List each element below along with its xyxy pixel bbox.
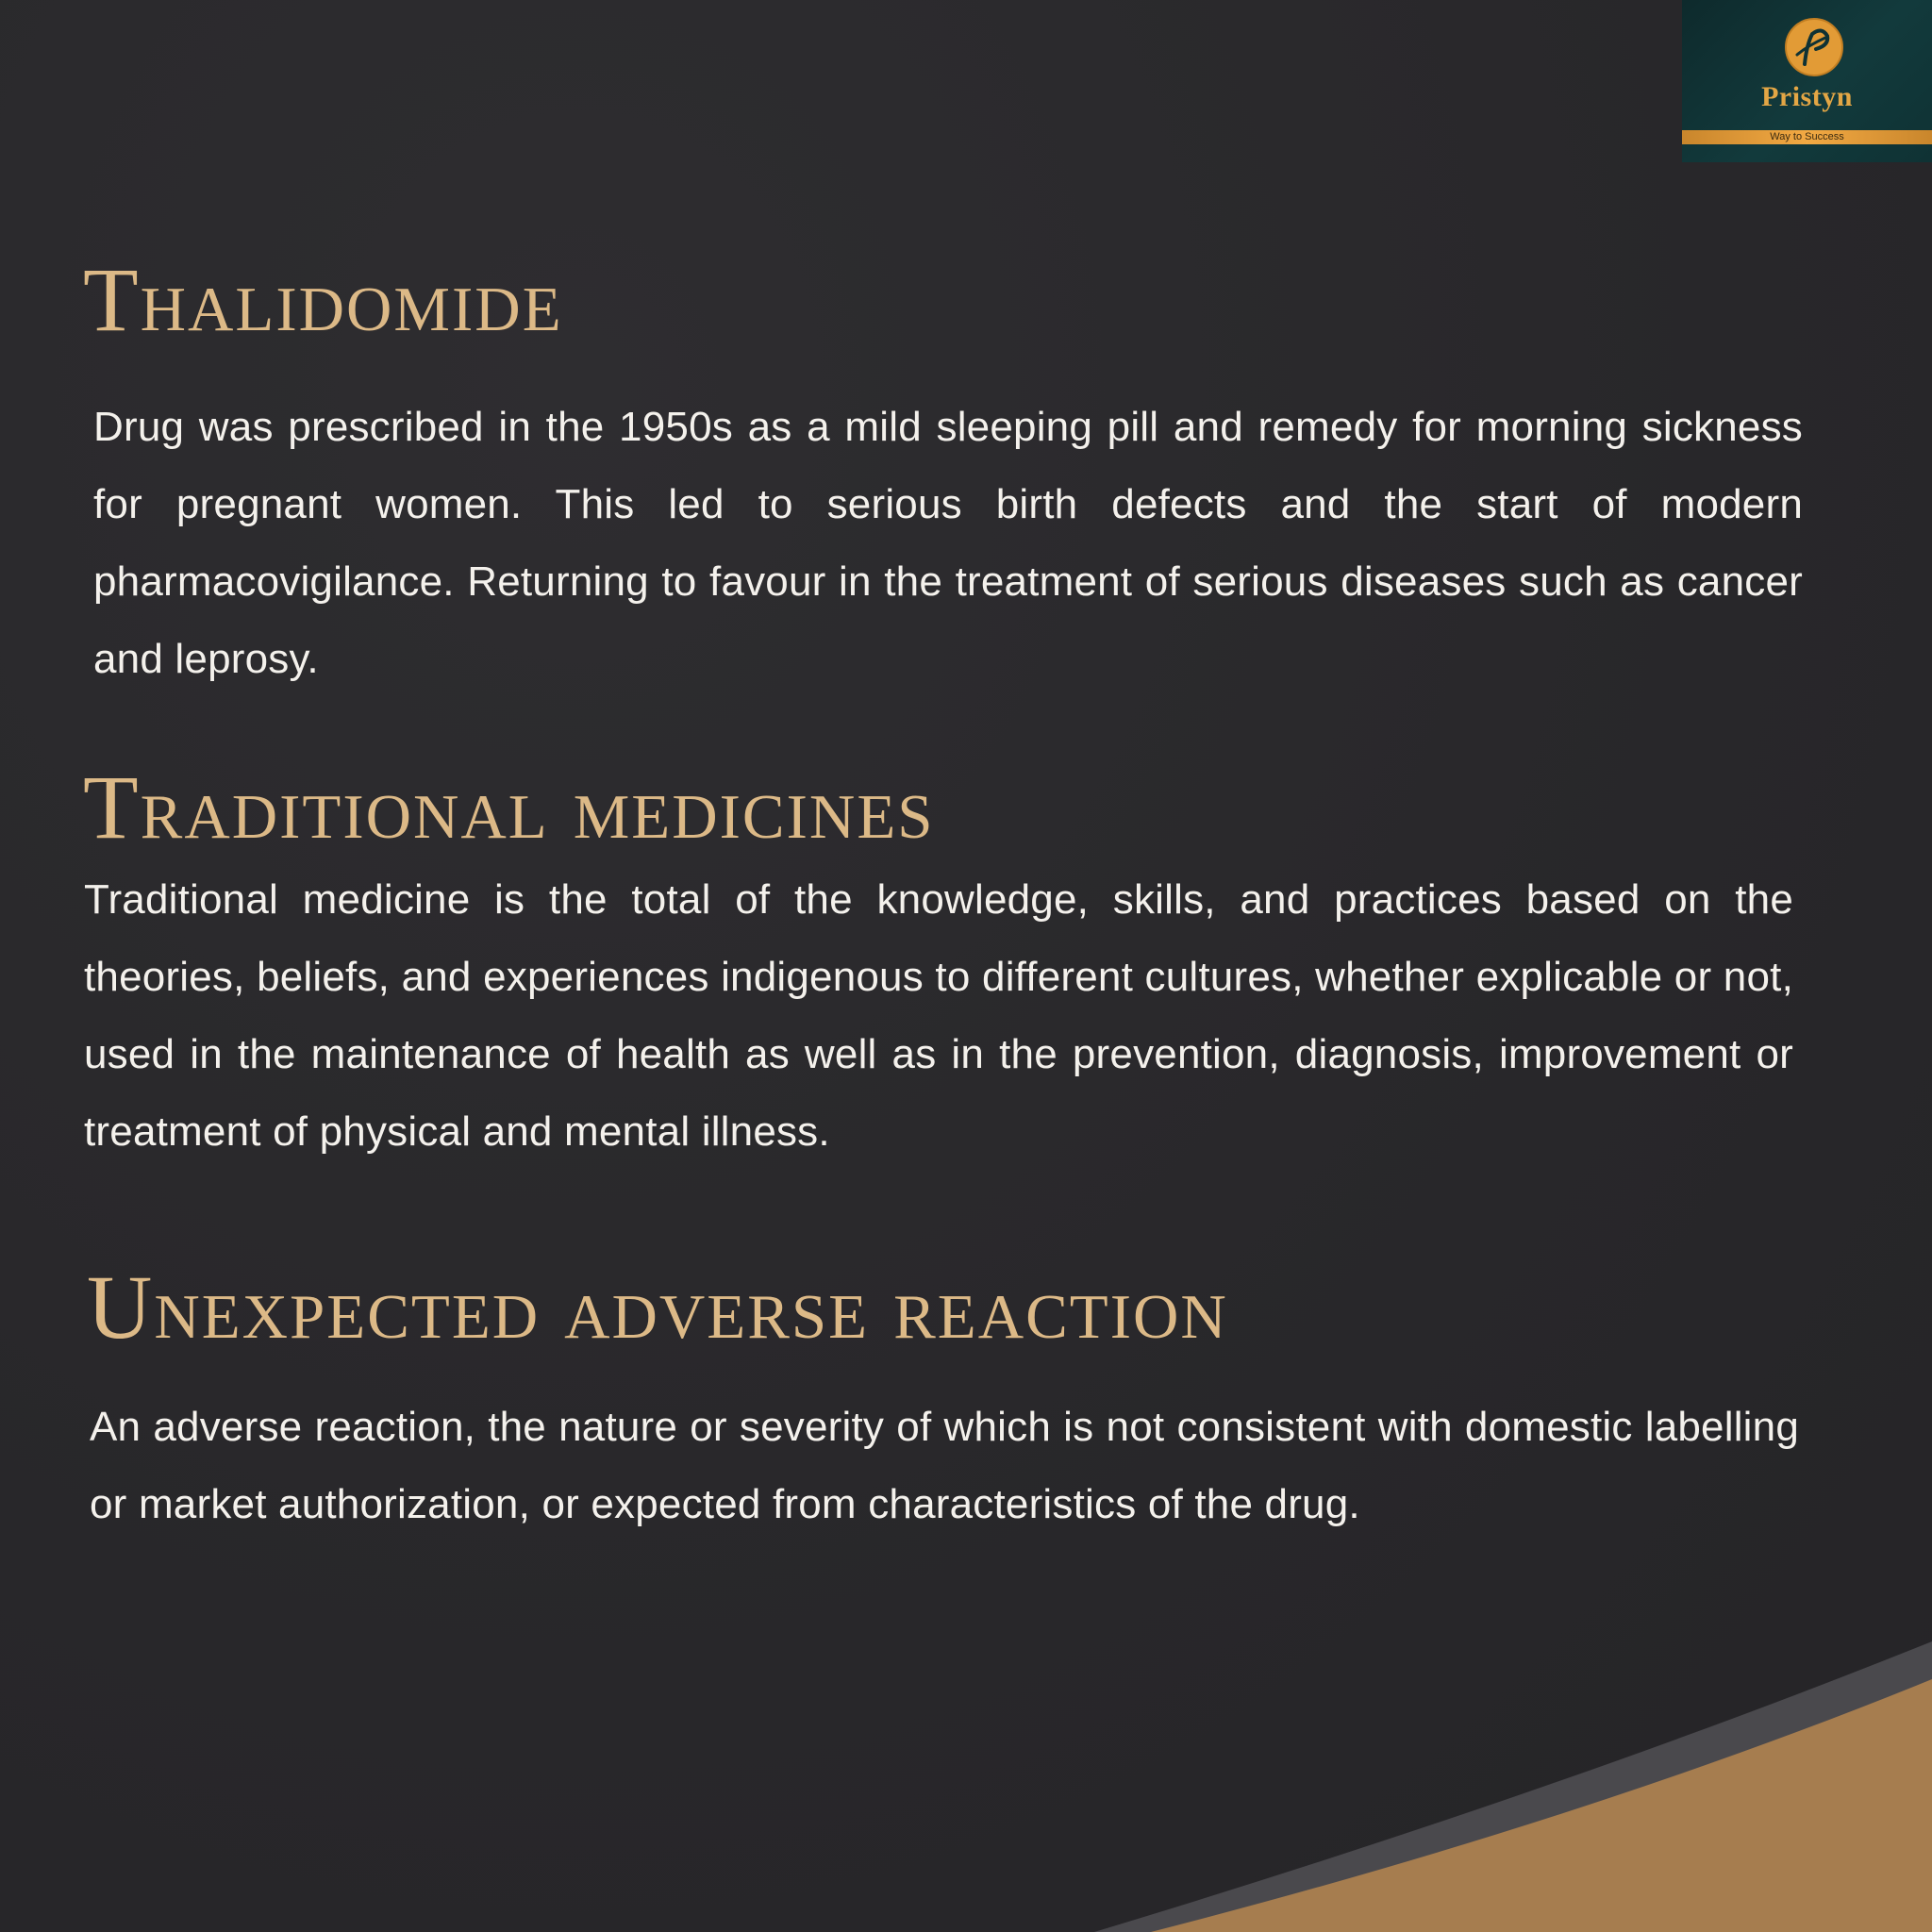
logo-tagline: Way to Success [1770,131,1844,142]
unexpected-adverse-reaction-heading: Unexpected adverse reaction [87,1257,1228,1357]
traditional-medicines-body: Traditional medicine is the total of the knowledge, skills, and practices based on the theories, beliefs, and experiences indigenous to different cultures, whether explicable or not, used in the maintenance of health as well as in the prevention, diagnosis, improvement or treatment of physical and mental illness. [84,876,1793,1155]
traditional-medicines-heading: Traditional medicines [83,757,935,858]
thalidomide-body: Drug was prescribed in the 1950s as a mild sleeping pill and remedy for morning sickness for pregnant women. This led to serious birth defects and the start of modern pharmacovigilance. Returning to favour in the treatment of serious diseases such as cancer and leprosy. [93,404,1803,682]
logo-name: Pristyn [1761,81,1853,112]
thalidomide-heading: Thalidomide [83,249,563,350]
pristyn-logo-mark [1784,17,1844,77]
pristyn-logo [1682,0,1932,162]
unexpected-adverse-reaction-body: An adverse reaction, the nature or severity of which is not consistent with domestic labelling or market authorization, or expected from characteristics of the drug. [90,1404,1799,1527]
